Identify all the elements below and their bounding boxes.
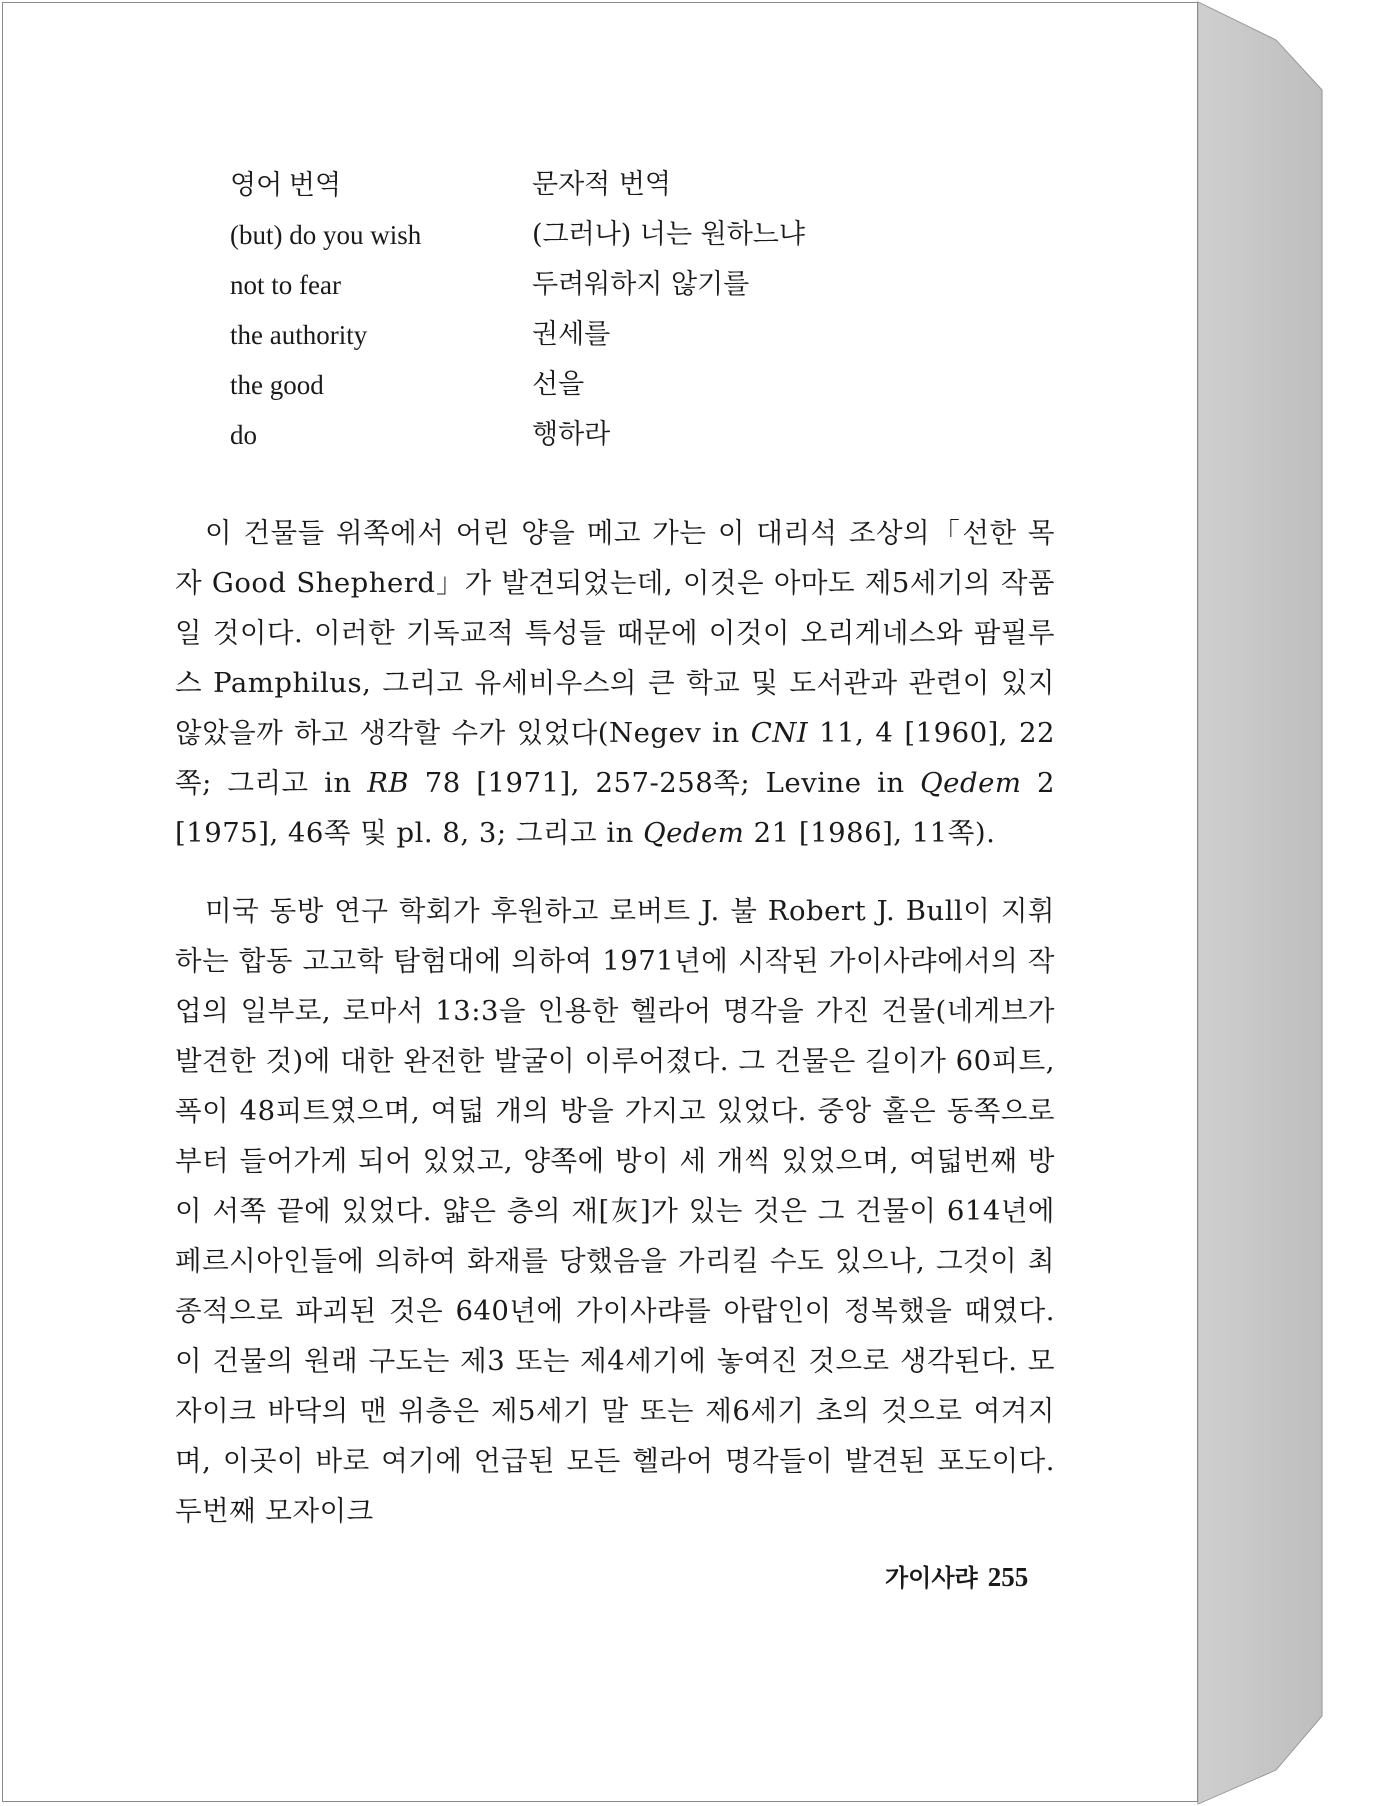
table-row [230,210,1055,260]
paragraph-text: 11, 4 [1960], 22쪽; 그리고 in [175,717,1056,799]
table-row [230,410,1055,460]
paragraph-text: 21 [1986], 11쪽). [744,817,996,849]
paragraph-text: 이 건물들 위쪽에서 어린 양을 메고 가는 이 대리석 조상의「선한 목자 Good Shepherd」가 발견되었는데, 이것은 아마도 제5세기의 작품일 것이다. 이러한 기독교적 특성들 때문에 이것이 오리게네스와 팜필루스 Pamphilus, 그리고 유세비우스의 큰 학교 및 도서관과 관련이 있지 않았을까 하고 생각할 수가 있었다(Negev in [175,517,1055,749]
table-row [230,310,1055,360]
table-cell-english: the authority [230,320,368,350]
table-row [230,360,1055,410]
table-cell-english: do [230,420,257,450]
table-cell-literal: (그러나) 너는 원하느냐 [532,219,805,250]
paragraph-excavation: 미국 동방 연구 학회가 후원하고 로버트 J. 불 Robert J. Bull이 지휘하는 합동 고고학 탐험대에 의하여 1971년에 시작된 가이사랴에서의 작업의 일부로, 로마서 13:3을 인용한 헬라어 명각을 가진 건물(네게브가 발견한 것)에 대한 완전한 발굴이 이루어졌다. 그 건물은 길이가 60피트, 폭이 48피트였으며, 여덟 개의 방을 가지고 있었다. 중앙 홀은 동쪽으로부터 들어가게 되어 있었고, 양쪽에 방이 세 개씩 있었으며, 여덟번째 방이 서쪽 끝에 있었다. 얇은 층의 재[灰]가 있는 것은 그 건물이 614년에 페르시아인들에 의하여 화재를 당했음을 가리킬 수도 있으나, 그것이 최종적으로 파괴된 것은 640년에 가이사랴를 아랍인이 정복했을 때였다. 이 건물의 원래 구도는 제3 또는 제4세기에 놓여진 것으로 생각된다. 모자이크 바닥의 맨 위층은 제5세기 말 또는 제6세기 초의 것으로 여겨지며, 이곳이 바로 여기에 언급된 모든 헬라어 명각들이 발견된 포도이다. 두번째 모자이크 [175,894,1055,1527]
table-cell-literal: 권세를 [532,319,611,350]
table-header-row [230,160,1055,210]
table-row [230,260,1055,310]
table-cell-literal: 두려워하지 않기를 [532,269,750,300]
page-content [175,160,1055,1563]
paragraph-text: 2 [1975], 46쪽 및 pl. 8, 3; 그리고 in [175,767,1055,849]
paragraph-good-shepherd [175,508,1055,858]
table-cell-literal: 행하라 [532,419,611,450]
header-literal: 문자적 번역 [532,169,671,200]
page-number: 255 [987,1562,1029,1592]
table-cell-english: (but) do you wish [230,220,422,250]
table-cell-english: not to fear [230,270,341,300]
table-cell-literal: 선을 [532,369,585,400]
citation-cni: CNI [750,717,809,749]
page-footer [885,1558,1028,1593]
citation-qedem: Qedem [920,767,1022,799]
header-english: 영어 번역 [230,170,342,200]
running-title: 가이사랴 [885,1564,978,1592]
citation-qedem: Qedem [643,817,745,849]
table-cell-english: the good [230,370,324,400]
translation-table [230,160,1055,460]
paragraph-text: 78 [1971], 257-258쪽; Levine in [409,767,921,799]
citation-rb: RB [367,767,410,799]
